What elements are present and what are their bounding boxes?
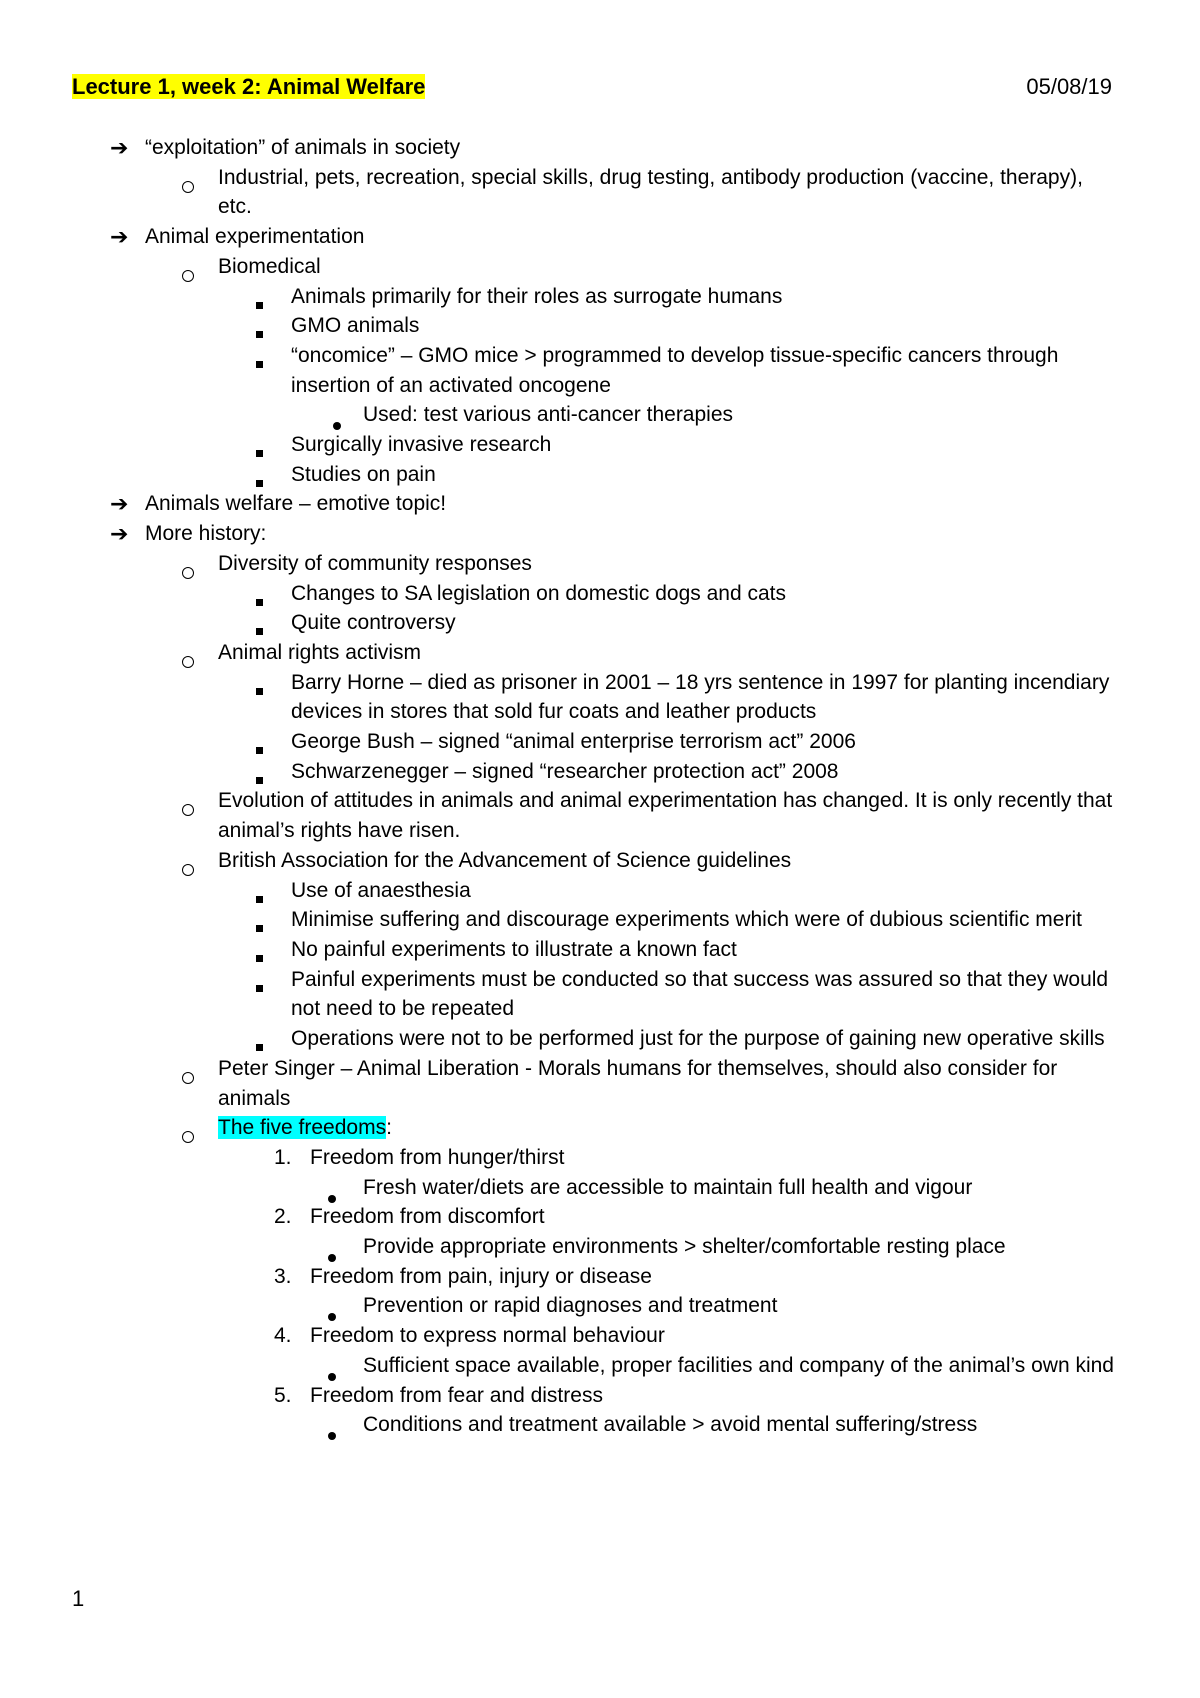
circle-bullet-icon xyxy=(182,549,194,579)
list-item: Use of anaesthesia xyxy=(0,876,1200,906)
square-bullet-icon xyxy=(256,430,263,460)
numbered-item: 4. Freedom to express normal behaviour xyxy=(0,1321,1200,1351)
square-bullet-icon xyxy=(256,965,263,995)
list-item: Prevention or rapid diagnoses and treatment xyxy=(0,1291,1200,1321)
list-item: No painful experiments to illustrate a known fact xyxy=(0,935,1200,965)
square-bullet-icon xyxy=(256,905,263,935)
list-item: George Bush – signed “animal enterprise terrorism act” 2006 xyxy=(0,727,1200,757)
square-bullet-icon xyxy=(256,282,263,312)
numbered-item: 3. Freedom from pain, injury or disease xyxy=(0,1262,1200,1292)
list-item: ➔ Animals welfare – emotive topic! xyxy=(0,489,1200,519)
dot-bullet-icon xyxy=(328,1173,336,1203)
list-item: The five freedoms: xyxy=(0,1113,1200,1143)
arrow-bullet-icon: ➔ xyxy=(110,521,129,547)
list-item: Animals primarily for their roles as surrogate humans xyxy=(0,282,1200,312)
circle-bullet-icon xyxy=(182,638,194,668)
circle-bullet-icon xyxy=(182,786,194,816)
square-bullet-icon xyxy=(256,311,263,341)
page-number: 1 xyxy=(72,1586,85,1611)
square-bullet-icon xyxy=(256,579,263,609)
list-item: Barry Horne – died as prisoner in 2001 – 18 yrs sentence in 1997 for planting incendiary devices in stores that sold fur coats and leather products xyxy=(0,668,1200,727)
list-item: Provide appropriate environments > shelter/comfortable resting place xyxy=(0,1232,1200,1262)
dot-bullet-icon xyxy=(328,1351,336,1381)
list-item: Studies on pain xyxy=(0,460,1200,490)
list-item: GMO animals xyxy=(0,311,1200,341)
arrow-bullet-icon: ➔ xyxy=(110,135,129,160)
list-number: 1. xyxy=(274,1145,292,1169)
numbered-item: 5. Freedom from fear and distress xyxy=(0,1381,1200,1411)
square-bullet-icon xyxy=(256,757,263,787)
list-item: Biomedical xyxy=(0,252,1200,282)
dot-bullet-icon xyxy=(333,400,341,430)
dot-bullet-icon xyxy=(328,1232,336,1262)
square-bullet-icon xyxy=(256,1024,263,1054)
square-bullet-icon xyxy=(256,460,263,490)
page-title xyxy=(72,72,425,102)
list-number: 5. xyxy=(274,1383,292,1407)
list-item: Fresh water/diets are accessible to maintain full health and vigour xyxy=(0,1173,1200,1203)
circle-bullet-icon xyxy=(182,846,194,876)
list-number: 3. xyxy=(274,1264,292,1288)
list-item: Changes to SA legislation on domestic dogs and cats xyxy=(0,579,1200,609)
list-item: Quite controversy xyxy=(0,608,1200,638)
title-highlight: Lecture 1, week 2: Animal Welfare xyxy=(72,74,426,99)
list-item: Evolution of attitudes in animals and animal experimentation has changed. It is only recently that animal’s rights have risen. xyxy=(0,786,1200,845)
five-freedoms-heading: The five freedoms xyxy=(218,1116,387,1140)
list-item: Minimise suffering and discourage experiments which were of dubious scientific merit xyxy=(0,905,1200,935)
dot-bullet-icon xyxy=(328,1410,336,1440)
list-item: Industrial, pets, recreation, special skills, drug testing, antibody production (vaccine, therapy), etc. xyxy=(0,163,1200,222)
circle-bullet-icon xyxy=(182,252,194,282)
list-item: ➔ “exploitation” of animals in society xyxy=(0,133,1200,163)
list-item: ➔ More history: xyxy=(0,519,1200,549)
square-bullet-icon xyxy=(256,608,263,638)
arrow-bullet-icon: ➔ xyxy=(110,224,129,250)
square-bullet-icon xyxy=(256,341,263,371)
square-bullet-icon xyxy=(256,876,263,906)
list-item: Sufficient space available, proper facilities and company of the animal’s own kind xyxy=(0,1351,1200,1381)
arrow-bullet-icon: ➔ xyxy=(110,491,129,517)
list-item: Surgically invasive research xyxy=(0,430,1200,460)
numbered-item: 1. Freedom from hunger/thirst xyxy=(0,1143,1200,1173)
list-number: 4. xyxy=(274,1324,292,1348)
circle-bullet-icon xyxy=(182,1054,194,1084)
list-item: Peter Singer – Animal Liberation - Morals humans for themselves, should also consider for animals xyxy=(0,1054,1200,1113)
list-item: ➔ Animal experimentation xyxy=(0,222,1200,252)
circle-bullet-icon xyxy=(182,163,194,193)
lecture-notes xyxy=(0,133,1200,1440)
circle-bullet-icon xyxy=(182,1113,194,1143)
list-item: British Association for the Advancement of Science guidelines xyxy=(0,846,1200,876)
square-bullet-icon xyxy=(256,935,263,965)
list-item: Operations were not to be performed just for the purpose of gaining new operative skills xyxy=(0,1024,1200,1054)
list-item: Schwarzenegger – signed “researcher protection act” 2008 xyxy=(0,757,1200,787)
list-item: Animal rights activism xyxy=(0,638,1200,668)
dot-bullet-icon xyxy=(328,1291,336,1321)
list-item: Painful experiments must be conducted so that success was assured so that they would not need to be repeated xyxy=(0,965,1200,1024)
list-item: Used: test various anti-cancer therapies xyxy=(0,400,1200,430)
list-number: 2. xyxy=(274,1205,292,1229)
list-item: “oncomice” – GMO mice > programmed to develop tissue-specific cancers through insertion of an activated oncogene xyxy=(0,341,1200,400)
list-item: Diversity of community responses xyxy=(0,549,1200,579)
date-label: 05/08/19 xyxy=(1026,74,1112,99)
square-bullet-icon xyxy=(256,668,263,698)
square-bullet-icon xyxy=(256,727,263,757)
numbered-item: 2. Freedom from discomfort xyxy=(0,1202,1200,1232)
list-item: Conditions and treatment available > avoid mental suffering/stress xyxy=(0,1410,1200,1440)
